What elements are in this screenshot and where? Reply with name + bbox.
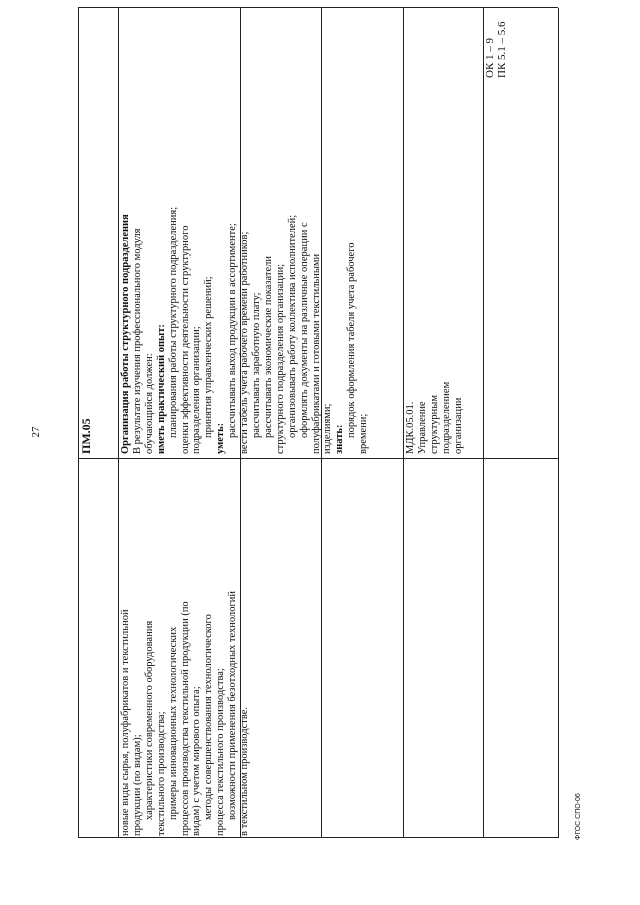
section-heading: уметь:: [215, 422, 227, 454]
table-border-right: [78, 7, 558, 8]
text-line: возможности применения безотходных технологий: [227, 590, 239, 820]
text-line: характеристики современного оборудования: [143, 620, 155, 820]
text-line: рассчитывать заработную плату;: [250, 292, 262, 438]
text-line: методы совершенствования технологического: [203, 614, 215, 820]
text-line: организовывать работу коллектива исполнителей;: [286, 214, 298, 438]
text-line: изделиями;: [322, 403, 334, 454]
page-number: 27: [30, 426, 42, 438]
section-heading: иметь практический опыт:: [155, 324, 167, 454]
text-line: принятия управленческих решений;: [203, 276, 215, 438]
mdk-cell: [405, 304, 481, 454]
rotated-table-sheet: [78, 8, 558, 838]
text-line: вести табель учета рабочего времени работников;: [239, 231, 251, 454]
text-line: оценки эффективности деятельности структурного: [179, 225, 191, 454]
module-code-cell: ПМ.05: [79, 418, 93, 454]
text-line: оформлять документы на различные операции с: [298, 222, 310, 438]
text-line: Управление: [416, 401, 428, 454]
text-line: ПК 5.1 – 5.6: [495, 21, 508, 78]
module-title: Организация работы структурного подразделения: [120, 214, 131, 454]
table-column-divider: [483, 8, 484, 838]
text-line: порядок оформления табеля учета рабочего: [346, 242, 358, 438]
text-line: В результате изучения профессионального модуля: [131, 228, 143, 454]
text-line: МДК.05.01.: [405, 401, 416, 454]
text-line: подразделением: [440, 381, 452, 454]
text-line: ОК 1 – 9: [484, 37, 496, 78]
competencies-cell: [485, 10, 555, 78]
table-border-left: [78, 837, 558, 838]
text-line: времени;: [358, 413, 370, 454]
text-line: полуфабрикатами и готовыми текстильными: [310, 253, 322, 454]
table-border-bottom: [558, 8, 559, 838]
table-column-divider: [403, 8, 404, 838]
module-description-cell: [120, 11, 370, 454]
continuation-text-cell: [120, 460, 251, 836]
text-line: текстильного производства;: [155, 711, 167, 836]
text-line: видам) с учетом мирового опыта;: [191, 686, 203, 836]
table-row-divider: [78, 458, 558, 459]
section-heading: знать:: [334, 424, 346, 454]
text-line: структурного подразделения организации;: [274, 263, 286, 454]
text-line: примеры инновационных технологических: [167, 626, 179, 820]
text-line: процесса текстильного производства;: [215, 668, 227, 836]
text-line: планирования работы структурного подразделения;: [167, 206, 179, 438]
text-line: в текстильном производстве.: [239, 707, 251, 836]
text-line: обучающийся должен:: [143, 353, 155, 454]
text-line: структурным: [428, 395, 440, 454]
text-line: организации: [452, 397, 464, 454]
text-line: рассчитывать выход продукции в ассортименте;: [227, 223, 239, 438]
text-line: рассчитывать экономические показатели: [262, 255, 274, 438]
text-line: подразделения организации;: [191, 326, 203, 454]
text-line: процессов производства текстильной продукции (по: [179, 601, 191, 836]
text-line: новые виды сырья, полуфабрикатов и текстильной: [120, 609, 131, 836]
footer-label: ФГОС СПО-06: [575, 793, 582, 840]
table-column-divider: [118, 8, 119, 838]
text-line: продукции (по видам);: [131, 734, 143, 836]
competency-table: [78, 8, 558, 838]
